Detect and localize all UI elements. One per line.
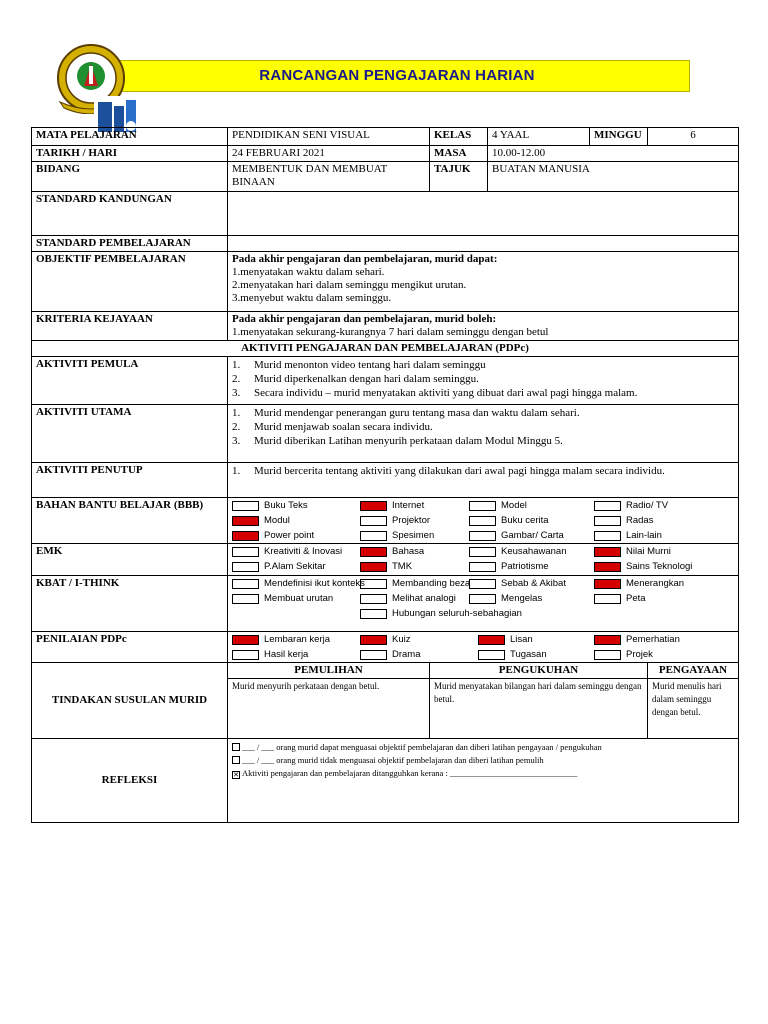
checkbox[interactable] [478,650,505,660]
list-item: 1. Murid bercerita tentang aktiviti yang dilakukan dari awal pagi hingga malam secara individu. [232,465,665,477]
checkbox-label: Modul [264,515,290,526]
checkbox-item[interactable] [360,499,469,512]
kbat-checkbox-grid [232,577,734,605]
checkbox-item[interactable] [469,529,594,542]
checkbox[interactable] [232,743,240,751]
checkbox[interactable] [232,579,259,589]
checked-checkbox[interactable] [232,531,259,541]
checkbox-label: Buku Teks [264,500,308,511]
aktiviti-penutup-cell [228,463,739,498]
emk-checkbox-grid [232,545,734,573]
pengayaan-text: Murid menulis hari dalam seminggu dengan betul. [648,679,739,739]
masa-label: MASA [430,146,488,162]
checked-checkbox[interactable] [594,562,621,572]
checkbox[interactable] [232,547,259,557]
list-item: 3. Secara individu – murid menyatakan aktiviti yang dibuat dari awal pagi hingga malam. [232,387,638,399]
pengukuhan-header: PENGUKUHAN [430,663,648,679]
penilaian-checkbox-grid [232,633,734,661]
objektif-item: 1.menyatakan waktu dalam sehari. [232,266,385,278]
checkbox[interactable] [594,531,621,541]
bbb-label: BAHAN BANTU BELAJAR (BBB) [32,498,228,544]
list-item: 1. Murid menonton video tentang hari dalam seminggu [232,359,486,371]
bidang-value: MEMBENTUK DAN MEMBUAT BINAAN [228,162,430,192]
checkbox-label: Lain-lain [626,530,662,541]
kbat-cell [228,576,739,632]
checked-checkbox[interactable] [594,635,621,645]
standard-pembelajaran-value [228,236,739,252]
checkbox-item[interactable] [594,545,714,558]
checkbox-item[interactable] [232,577,365,590]
checkbox-label: Spesimen [392,530,435,541]
checkbox[interactable] [360,579,387,589]
mata-pelajaran-label: MATA PELAJARAN [32,128,228,146]
checkbox-item[interactable] [469,514,594,527]
objektif-cell [228,252,739,312]
tajuk-value: BUATAN MANUSIA [488,162,739,192]
objektif-item: 3.menyebut waktu dalam seminggu. [232,292,392,304]
list-item: 2. Murid menjawab soalan secara individu. [232,421,433,433]
kriteria-cell [228,312,739,341]
checkbox-label: Menerangkan [626,578,685,589]
kriteria-label: KRITERIA KEJAYAAN [32,312,228,341]
objektif-intro: Pada akhir pengajaran dan pembelajaran, murid dapat: [232,253,498,265]
checkbox[interactable] [469,547,496,557]
checkbox-item[interactable] [232,592,360,605]
checkbox[interactable] [469,562,496,572]
checked-checkbox[interactable] [594,547,621,557]
checkbox-item[interactable] [360,545,469,558]
checkbox-label: Bahasa [392,546,425,557]
tajuk-label: TAJUK [430,162,488,192]
checked-checkbox[interactable] [478,635,505,645]
refleksi-cell [228,739,739,823]
checkbox[interactable] [594,650,621,660]
checkbox-label: P.Alam Sekitar [264,561,326,572]
checkbox-item[interactable] [594,560,714,573]
checkbox-item[interactable] [594,577,714,590]
checkbox-item[interactable] [360,633,478,646]
checkbox-item[interactable] [360,577,469,590]
kelas-value: 4 YAAL [488,128,590,146]
checkbox-item[interactable] [469,560,594,573]
refleksi-label: REFLEKSI [32,739,228,823]
pengukuhan-text: Murid menyatakan bilangan hari dalam seminggu dengan betul. [430,679,648,739]
checkbox-item[interactable] [469,545,594,558]
refleksi-line-2: ___ / ___ orang murid tidak menguasai objektif pembelajaran dan diberi latihan pemulih [232,754,734,767]
refleksi-line-1: ___ / ___ orang murid dapat menguasai objektif pembelajaran dan diberi latihan pengayaan / pengukuhan [232,741,734,754]
penilaian-cell [228,632,739,663]
checkbox-item[interactable] [594,499,714,512]
checkbox[interactable] [232,650,259,660]
checkbox-label: TMK [392,561,413,572]
checkbox-label: Projek [626,649,653,660]
tarikh-label: TARIKH / HARI [32,146,228,162]
checkbox-label: Projektor [392,515,431,526]
checkbox-item[interactable]: Hubungan seluruh-sebahagian [360,607,620,620]
checked-checkbox[interactable] [360,635,387,645]
penilaian-label: PENILAIAN PDPc [32,632,228,663]
bbb-cell [228,498,739,544]
checkbox-label: Sains Teknologi [626,561,693,572]
checkbox[interactable] [232,756,240,764]
checkbox-item[interactable] [360,514,469,527]
aktiviti-header: AKTIVITI PENGAJARAN DAN PEMBELAJARAN (PDPc) [32,341,739,357]
checkbox[interactable] [469,579,496,589]
checkbox[interactable] [360,516,387,526]
checkbox-label: Model [501,500,527,511]
checkbox[interactable] [469,501,496,511]
emk-label: EMK [32,544,228,576]
aktiviti-penutup-label: AKTIVITI PENUTUP [32,463,228,498]
checkbox[interactable] [594,501,621,511]
checkbox-item[interactable] [469,499,594,512]
checkbox-label: Radio/ TV [626,500,669,511]
checkbox-item[interactable] [469,577,594,590]
refleksi-line-3: ✕ Aktiviti pengajaran dan pembelajaran ditangguhkan kerana : ______________________________ [233,768,578,779]
checkbox-label: Hasil kerja [264,649,309,660]
checkbox-item[interactable] [360,529,469,542]
page-title: RANCANGAN PENGAJARAN HARIAN [259,67,535,84]
mata-pelajaran-value: PENDIDIKAN SENI VISUAL [228,128,430,146]
objektif-item: 2.menyatakan hari dalam seminggu mengikut urutan. [232,279,467,291]
checkbox[interactable] [360,594,387,604]
checkbox-item[interactable] [594,529,714,542]
list-item: 3. Murid diberikan Latihan menyurih perkataan dalam Modul Minggu 5. [232,435,563,447]
checkbox[interactable] [360,609,387,619]
aktiviti-pemula-label: AKTIVITI PEMULA [32,357,228,405]
checkbox-label: Kuiz [392,634,411,645]
checked-checkbox[interactable] [232,516,259,526]
checkbox-item[interactable] [232,499,360,512]
checkbox-label: Power point [264,530,315,541]
checked-checkbox[interactable] [360,547,387,557]
aktiviti-utama-label: AKTIVITI UTAMA [32,405,228,463]
checked-checkbox[interactable] [360,562,387,572]
standard-kandungan-label: STANDARD KANDUNGAN [32,192,228,236]
kbat-label: KBAT / I-THINK [32,576,228,632]
checkbox[interactable] [469,531,496,541]
checkbox-label: Membuat urutan [264,593,334,604]
standard-kandungan-value [228,192,739,236]
minggu-value: 6 [648,128,739,146]
checkbox[interactable] [232,562,259,572]
list-item: 2. Murid diperkenalkan dengan hari dalam seminggu. [232,373,479,385]
checkbox-item[interactable] [232,514,360,527]
checkbox-item[interactable] [232,648,360,661]
masa-value: 10.00-12.00 [488,146,739,162]
checkbox-item[interactable] [360,648,478,661]
checkbox-label: Patriotisme [501,561,549,572]
checkbox-item[interactable] [594,592,714,605]
checkbox-label: Pemerhatian [626,634,680,645]
checkbox-label: Kreativiti & Inovasi [264,546,343,557]
checkbox[interactable] [232,501,259,511]
kriteria-intro: Pada akhir pengajaran dan pembelajaran, murid boleh: [232,313,497,325]
checkbox[interactable] [594,594,621,604]
objektif-label: OBJEKTIF PEMBELAJARAN [32,252,228,312]
checkbox-item[interactable] [232,545,360,558]
title-bar [104,60,690,92]
checkbox-item[interactable] [478,648,594,661]
minggu-label: MINGGU [590,128,648,146]
checkbox-item[interactable] [594,514,714,527]
pemulihan-header: PEMULIHAN [228,663,430,679]
checkbox-label: Mendefinisi ikut konteks [264,578,365,589]
checkbox-label: Sebab & Akibat [501,578,566,589]
pengayaan-header: PENGAYAAN [648,663,739,679]
aktiviti-utama-cell [228,405,739,463]
aktiviti-pemula-cell [228,357,739,405]
checkbox[interactable] [360,650,387,660]
checkbox-item[interactable] [232,633,360,646]
checkbox-label: Internet [392,500,425,511]
checkbox[interactable] [594,516,621,526]
checkbox-label: Radas [626,515,654,526]
checkbox-label: Gambar/ Carta [501,530,564,541]
pemulihan-text: Murid menyurih perkataan dengan betul. [228,679,430,739]
checkbox-item[interactable] [360,592,469,605]
kelas-label: KELAS [430,128,488,146]
checkbox-label: Tugasan [510,649,547,660]
checkbox-label: Lisan [510,634,533,645]
checkbox-item[interactable] [594,648,714,661]
checkbox-label: Keusahawanan [501,546,567,557]
checkbox-label: Melihat analogi [392,593,456,604]
checked-checkbox[interactable] [232,635,259,645]
checkbox-item[interactable] [360,560,469,573]
emk-cell [228,544,739,576]
checkbox-label: Drama [392,649,421,660]
checkbox-label: Peta [626,593,646,604]
checked-checkbox[interactable]: ✕ [233,771,239,779]
bbb-checkbox-grid [232,499,734,542]
tindakan-label: TINDAKAN SUSULAN MURID [32,663,228,739]
bidang-label: BIDANG [32,162,228,192]
checkbox-label: Membanding beza [392,578,471,589]
checkbox-label: Mengelas [501,593,543,604]
standard-pembelajaran-label: STANDARD PEMBELAJARAN [32,236,228,252]
list-item: 1. Murid mendengar penerangan guru tentang masa dan waktu dalam sehari. [232,407,580,419]
checked-checkbox[interactable] [594,579,621,589]
rph-table [31,127,739,823]
checkbox-item[interactable] [594,633,714,646]
checkbox[interactable] [232,594,259,604]
checkbox-item[interactable] [478,633,594,646]
checkbox-label: Buku cerita [501,515,549,526]
checkbox[interactable] [360,531,387,541]
checkbox-item[interactable] [469,592,594,605]
kriteria-item: 1.menyatakan sekurang-kurangnya 7 hari dalam seminggu dengan betul [232,326,549,338]
checkbox-item[interactable] [232,529,360,542]
checked-checkbox[interactable] [360,501,387,511]
tarikh-value: 24 FEBRUARI 2021 [228,146,430,162]
checkbox[interactable] [469,516,496,526]
kbat-extra [232,607,734,620]
checkbox-item[interactable] [232,560,360,573]
checkbox[interactable] [469,594,496,604]
checkbox-label: Lembaran kerja [264,634,331,645]
checkbox-label: Nilai Murni [626,546,671,557]
